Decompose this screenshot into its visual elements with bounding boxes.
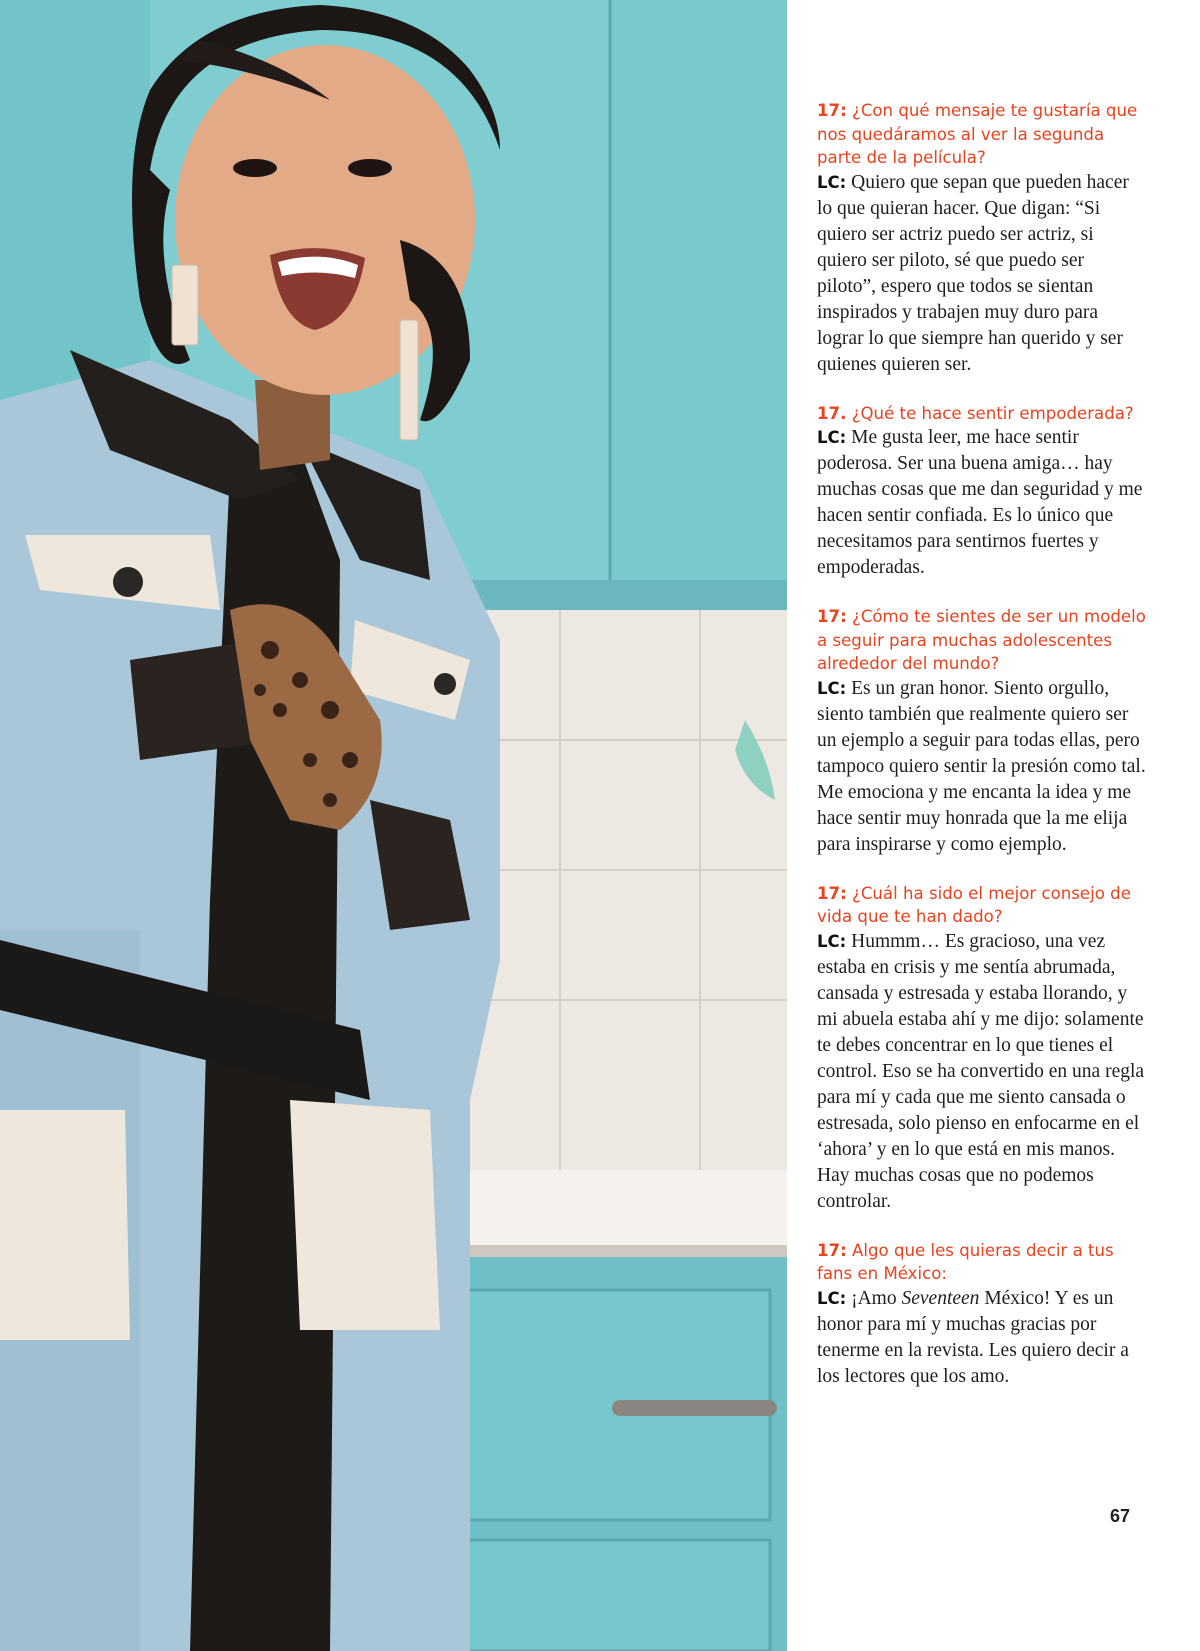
answer-text-end: México! Y es un honor para mí y muchas gracias por tenerme en la revista. Les quiero decir a los lectores que los amo. — [817, 1287, 1129, 1387]
question-text: ¿Qué te hace sentir empoderada? — [851, 403, 1134, 423]
answer — [817, 1286, 1147, 1390]
answer-label: LC: — [817, 428, 847, 447]
question-label: 17. — [817, 403, 847, 423]
qa-block-4 — [817, 882, 1147, 1215]
question-text: ¿Cuál ha sido el mejor consejo de vida que te han dado? — [817, 883, 1131, 926]
qa-block-2 — [817, 402, 1147, 582]
page-number: 67 — [1110, 1506, 1131, 1526]
answer-label: LC: — [817, 931, 847, 951]
question-label: 17: — [817, 883, 847, 903]
interview-column — [817, 99, 1147, 1414]
question — [817, 99, 1147, 170]
answer — [817, 425, 1147, 581]
qa-block-3 — [817, 605, 1147, 858]
question-label: 17: — [817, 1240, 847, 1260]
question — [817, 1239, 1147, 1286]
question-text: ¿Cómo te sientes de ser un modelo a seguir para muchas adolescentes alrededor del mundo? — [817, 607, 1146, 673]
answer — [817, 676, 1147, 858]
qa-block-5 — [817, 1239, 1147, 1390]
qa-block-1 — [817, 99, 1147, 378]
question-text: Algo que les quieras decir a tus fans en México: — [817, 1240, 1114, 1283]
answer-text-start: ¡Amo — [851, 1287, 902, 1309]
answer-label: LC: — [817, 678, 847, 698]
magazine-name: Seventeen — [901, 1287, 980, 1309]
answer-label: LC: — [817, 172, 847, 192]
question-label: 17: — [817, 101, 847, 120]
answer-text: Me gusta leer, me hace sentir poderosa. Ser una buena amiga… hay muchas cosas que me dan seguridad y me hacen sentir confiada. Es lo único que necesitamos para sentirnos fuertes y empoderadas. — [817, 427, 1143, 578]
question-label: 17: — [817, 607, 847, 626]
question-text: ¿Con qué mensaje te gustaría que nos quedáramos al ver la segunda parte de la película? — [817, 101, 1138, 167]
question — [817, 605, 1147, 676]
answer — [817, 929, 1147, 1215]
answer-label: LC: — [817, 1288, 847, 1308]
answer-text: Es un gran honor. Siento orgullo, siento también que realmente quiero ser un ejemplo a seguir para todas ellas, pero tampoco quiero sentir la presión como tal. Me emociona y me encanta la idea y me hace sentir muy honrada que la me elija para inspirarse y como ejemplo. — [817, 677, 1146, 855]
question — [817, 882, 1147, 929]
answer-text: Hummm… Es gracioso, una vez estaba en crisis y me sentía abrumada, cansada y estresada y estaba llorando, y mi abuela estaba ahí y me dijo: solamente te debes concentrar en lo que tienes el control. Eso se ha convertido en una regla para mí y cada que me siento cansada o estresada, solo pienso en enfocarme en el ‘ahora’ y en lo que está en mis manos. Hay muchas cosas que no podemos controlar. — [817, 930, 1145, 1212]
answer-text: Quiero que sepan que pueden hacer lo que quieran hacer. Que digan: “Si quiero ser actriz puedo ser actriz, si quiero ser piloto, sé que puedo ser piloto”, espero que todos se sientan inspirados y trabajen muy duro para lograr lo que siempre han querido y ser quienes quieren ser. — [817, 171, 1129, 375]
question — [817, 402, 1147, 426]
answer — [817, 170, 1147, 378]
